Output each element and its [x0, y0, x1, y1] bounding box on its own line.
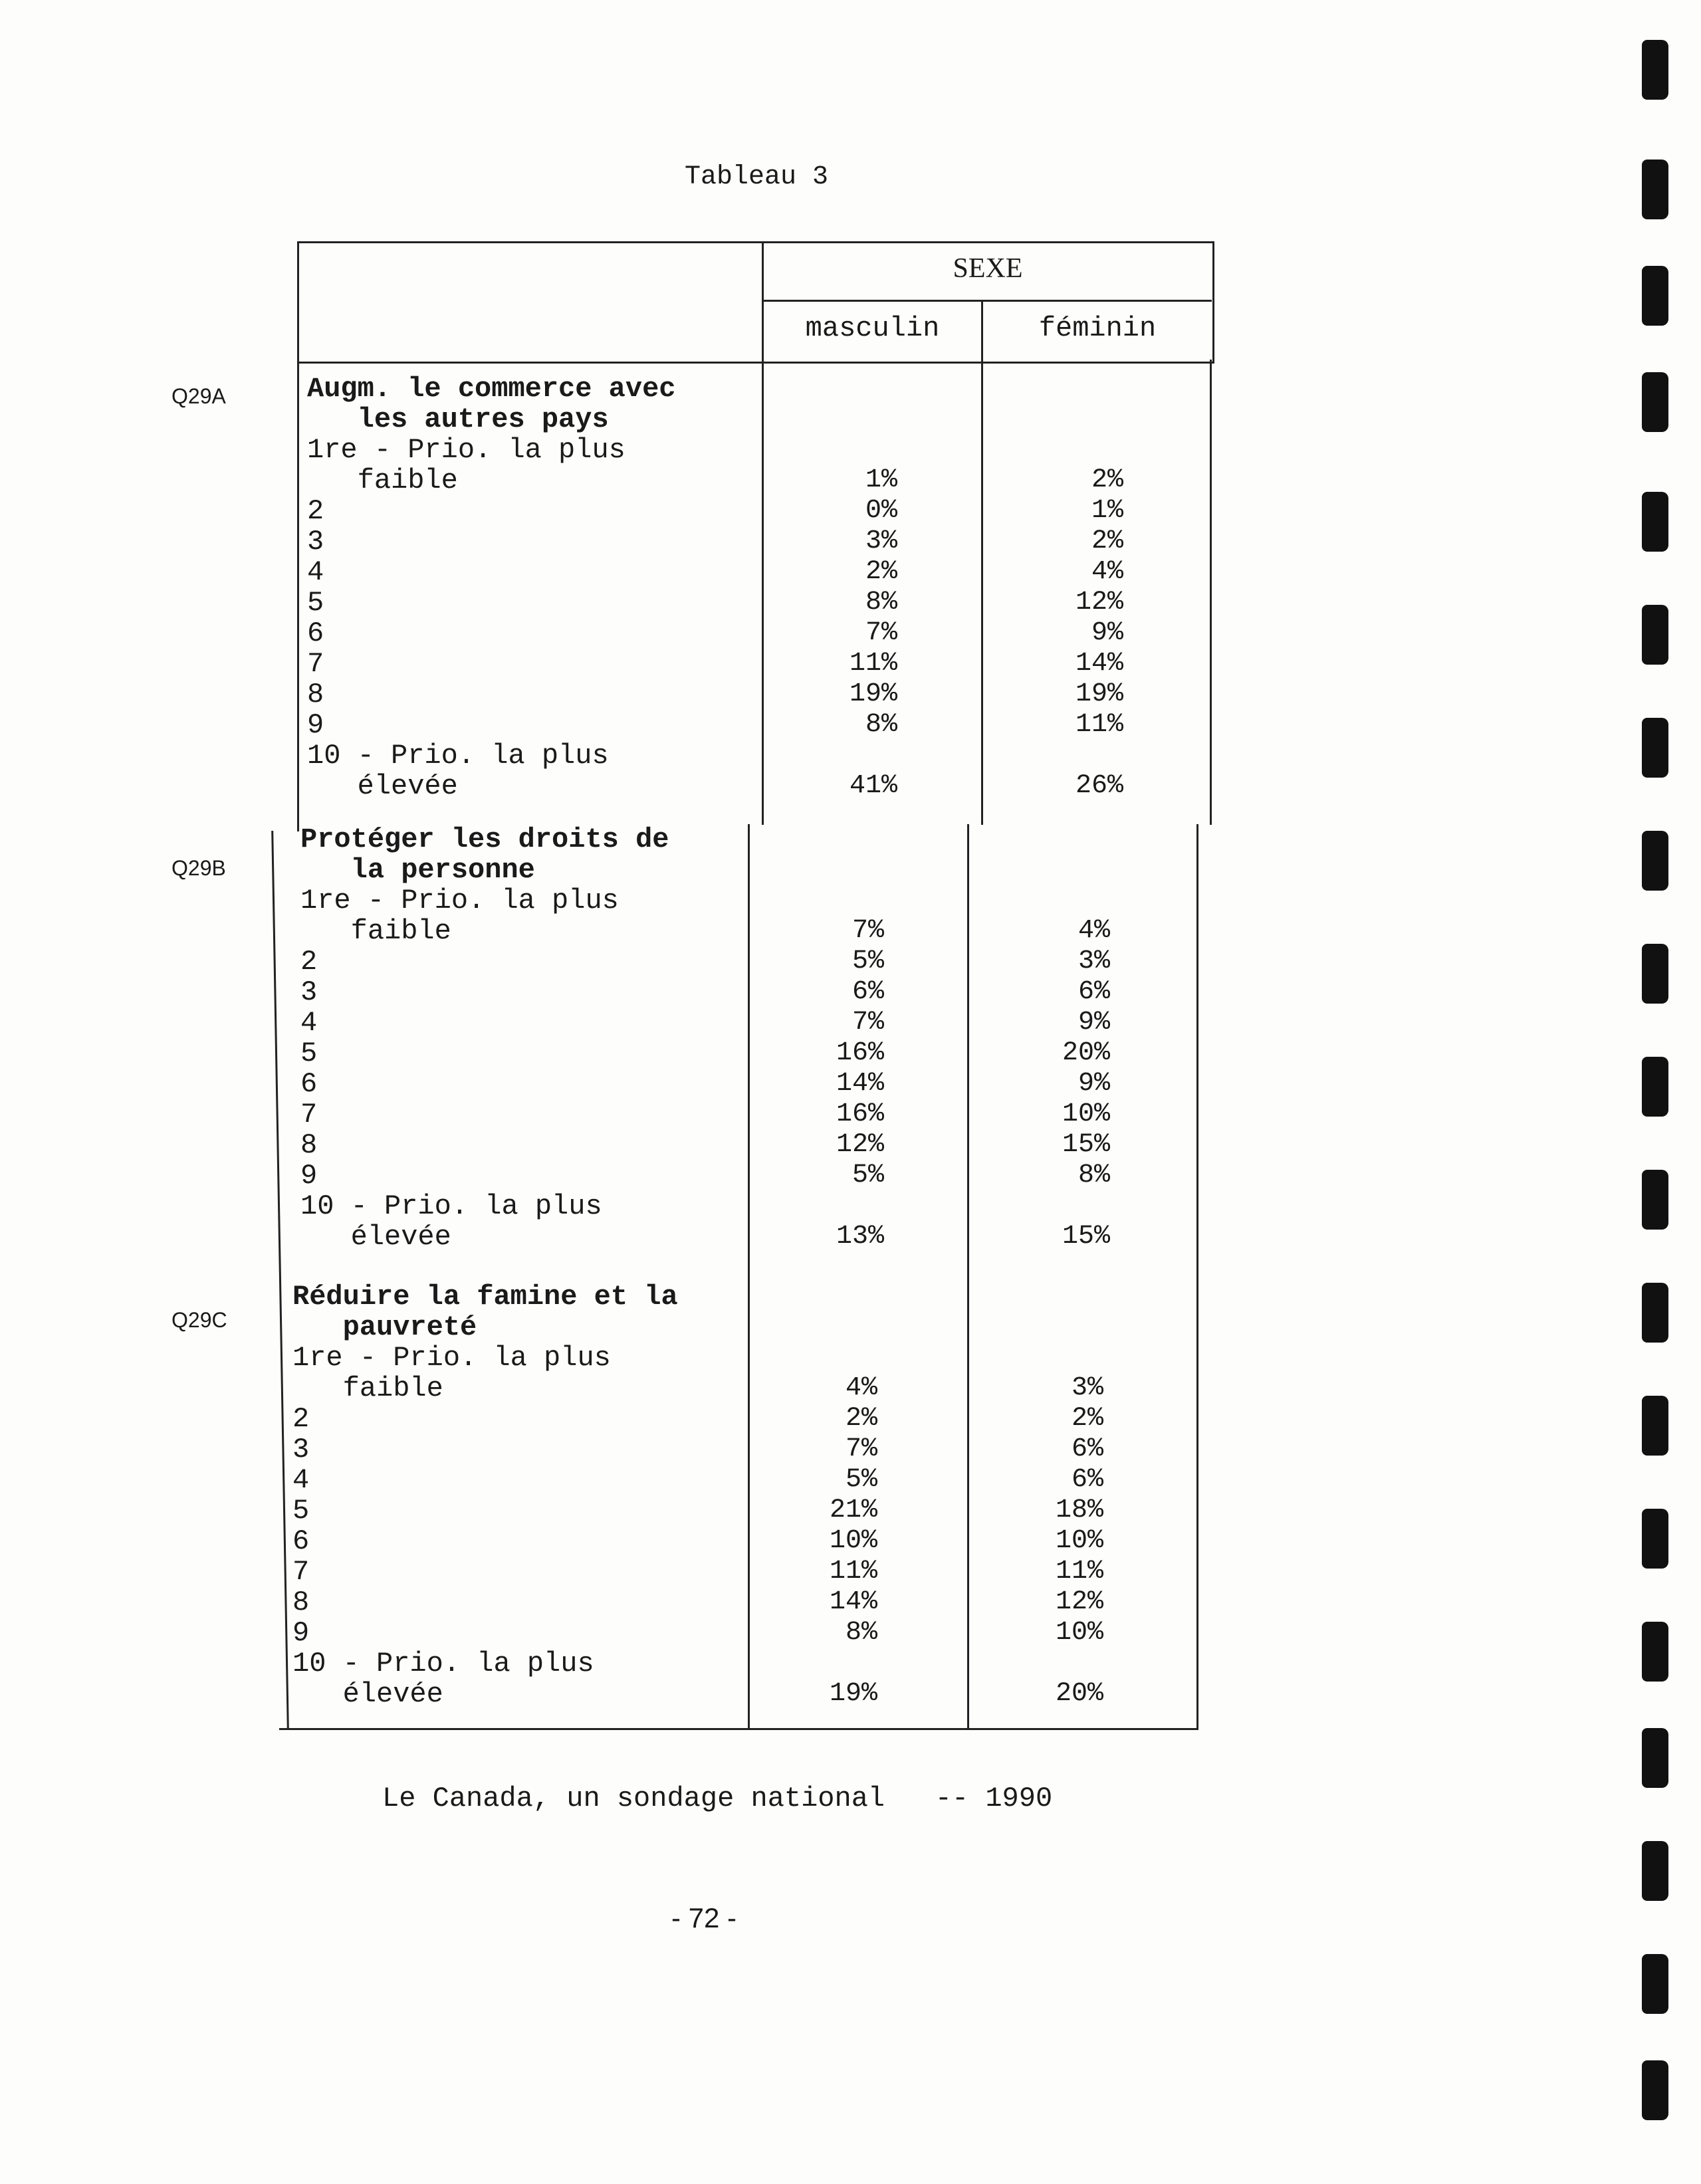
value-feminin: 2%	[1091, 526, 1123, 556]
row-label: 10 - Prio. la plus élevée	[300, 1190, 602, 1253]
body-divider-label	[762, 360, 764, 825]
body-right-border	[1210, 360, 1212, 825]
row-label: 5	[300, 1037, 318, 1069]
value-masculin: 12%	[836, 1130, 884, 1160]
value-masculin: 7%	[845, 1434, 877, 1464]
row-label: 9	[300, 1160, 318, 1192]
binder-punch-mark	[1642, 1954, 1668, 2014]
row-label: 2	[300, 946, 318, 978]
value-masculin: 2%	[865, 557, 897, 587]
value-masculin: 6%	[851, 977, 884, 1007]
value-feminin: 1%	[1091, 496, 1123, 526]
row-label: 5	[292, 1495, 310, 1527]
value-feminin: 19%	[1075, 679, 1123, 709]
value-feminin: 6%	[1077, 977, 1110, 1007]
binder-punch-mark	[1642, 266, 1668, 326]
section-title-q29c: Réduire la famine et la pauvreté	[292, 1281, 678, 1343]
binder-punch-mark	[1642, 1170, 1668, 1230]
value-masculin: 14%	[836, 1069, 884, 1099]
value-masculin: 10%	[829, 1526, 877, 1556]
row-label: 6	[300, 1068, 318, 1100]
value-masculin: 5%	[851, 946, 884, 976]
row-label: 7	[307, 648, 324, 680]
binder-punch-mark	[1642, 831, 1668, 891]
body-left-border-lower	[271, 831, 289, 1729]
value-masculin: 21%	[829, 1495, 877, 1525]
value-feminin: 6%	[1071, 1434, 1103, 1464]
binder-punch-mark	[1642, 372, 1668, 432]
row-label: 6	[292, 1525, 310, 1557]
column-header-masculin: masculin	[805, 312, 940, 344]
value-feminin: 26%	[1075, 771, 1123, 801]
row-label: 3	[292, 1434, 310, 1466]
value-masculin: 1%	[865, 465, 897, 495]
value-feminin: 9%	[1077, 1069, 1110, 1099]
value-masculin: 7%	[851, 916, 884, 946]
row-label: 6	[307, 617, 324, 649]
body-right-border-lower	[1196, 824, 1198, 1729]
value-feminin: 4%	[1091, 557, 1123, 587]
value-masculin: 16%	[836, 1038, 884, 1068]
row-label: 10 - Prio. la plus élevée	[307, 740, 609, 802]
row-label: 3	[300, 976, 318, 1008]
value-masculin: 0%	[865, 496, 897, 526]
binder-punch-mark	[1642, 40, 1668, 100]
binder-punch-mark	[1642, 160, 1668, 219]
row-label: 2	[307, 495, 324, 527]
question-code-q29a: Q29A	[171, 384, 226, 408]
value-masculin: 4%	[845, 1373, 877, 1403]
binder-punch-mark	[1642, 1841, 1668, 1901]
page-number: - 72 -	[671, 1902, 737, 1933]
body-bottom-border	[279, 1728, 1198, 1730]
header-divider-sub	[762, 300, 1212, 302]
question-code-q29c: Q29C	[171, 1308, 227, 1332]
section-title-q29b: Protéger les droits de la personne	[300, 823, 669, 886]
row-label: 10 - Prio. la plus élevée	[292, 1648, 594, 1710]
value-masculin: 13%	[836, 1222, 884, 1252]
binder-punch-mark	[1642, 1283, 1668, 1343]
binder-punch-mark	[1642, 492, 1668, 552]
row-label: 7	[292, 1556, 310, 1588]
value-masculin: 19%	[829, 1679, 877, 1709]
row-label: 5	[307, 587, 324, 619]
binder-punch-mark	[1642, 2060, 1668, 2120]
value-feminin: 20%	[1062, 1038, 1110, 1068]
row-label: 1re - Prio. la plus faible	[300, 885, 619, 947]
value-feminin: 8%	[1077, 1160, 1110, 1190]
row-label: 4	[300, 1007, 318, 1039]
value-masculin: 8%	[845, 1618, 877, 1648]
value-feminin: 15%	[1062, 1130, 1110, 1160]
value-masculin: 19%	[849, 679, 897, 709]
body-divider-sex-lower	[967, 824, 969, 1729]
value-masculin: 7%	[865, 618, 897, 648]
row-label: 3	[307, 526, 324, 558]
row-label: 1re - Prio. la plus faible	[292, 1342, 611, 1404]
binder-punch-mark	[1642, 1509, 1668, 1569]
value-feminin: 6%	[1071, 1465, 1103, 1495]
value-masculin: 11%	[849, 649, 897, 679]
binder-punch-mark	[1642, 1057, 1668, 1117]
value-feminin: 10%	[1062, 1099, 1110, 1129]
value-masculin: 16%	[836, 1099, 884, 1129]
value-masculin: 3%	[865, 526, 897, 556]
row-label: 8	[307, 679, 324, 710]
value-feminin: 11%	[1055, 1557, 1103, 1586]
value-feminin: 3%	[1077, 946, 1110, 976]
row-label: 2	[292, 1403, 310, 1435]
value-feminin: 4%	[1077, 916, 1110, 946]
value-masculin: 7%	[851, 1008, 884, 1037]
value-feminin: 20%	[1055, 1679, 1103, 1709]
value-masculin: 5%	[851, 1160, 884, 1190]
value-masculin: 2%	[845, 1404, 877, 1434]
value-masculin: 5%	[845, 1465, 877, 1495]
value-masculin: 8%	[865, 710, 897, 740]
value-feminin: 9%	[1077, 1008, 1110, 1037]
row-label: 9	[307, 709, 324, 741]
value-feminin: 2%	[1091, 465, 1123, 495]
row-label: 9	[292, 1617, 310, 1649]
value-masculin: 8%	[865, 588, 897, 617]
body-left-border-upper	[297, 360, 299, 831]
value-feminin: 15%	[1062, 1222, 1110, 1252]
body-divider-sex	[981, 360, 983, 825]
value-feminin: 9%	[1091, 618, 1123, 648]
binder-punch-mark	[1642, 718, 1668, 778]
table-caption: Le Canada, un sondage national -- 1990	[382, 1783, 1053, 1814]
value-feminin: 12%	[1055, 1587, 1103, 1617]
row-label: 8	[300, 1129, 318, 1161]
binder-punch-mark	[1642, 944, 1668, 1004]
value-feminin: 12%	[1075, 588, 1123, 617]
question-code-q29b: Q29B	[171, 856, 226, 880]
value-feminin: 10%	[1055, 1526, 1103, 1556]
value-masculin: 11%	[829, 1557, 877, 1586]
row-label: 4	[307, 556, 324, 588]
value-feminin: 3%	[1071, 1373, 1103, 1403]
value-feminin: 11%	[1075, 710, 1123, 740]
value-feminin: 14%	[1075, 649, 1123, 679]
group-header-sexe: SEXE	[953, 253, 1023, 284]
row-label: 1re - Prio. la plus faible	[307, 434, 625, 496]
page-title: Tableau 3	[685, 162, 829, 192]
value-feminin: 18%	[1055, 1495, 1103, 1525]
column-header-feminin: féminin	[1038, 312, 1157, 344]
row-label: 8	[292, 1586, 310, 1618]
value-masculin: 14%	[829, 1587, 877, 1617]
value-feminin: 10%	[1055, 1618, 1103, 1648]
section-title-q29a: Augm. le commerce avec les autres pays	[307, 373, 676, 435]
binder-punch-mark	[1642, 1728, 1668, 1788]
row-label: 4	[292, 1464, 310, 1496]
value-feminin: 2%	[1071, 1404, 1103, 1434]
binder-punch-mark	[1642, 1396, 1668, 1456]
row-label: 7	[300, 1099, 318, 1131]
binder-punch-mark	[1642, 605, 1668, 665]
value-masculin: 41%	[849, 771, 897, 801]
binder-punch-mark	[1642, 1622, 1668, 1682]
